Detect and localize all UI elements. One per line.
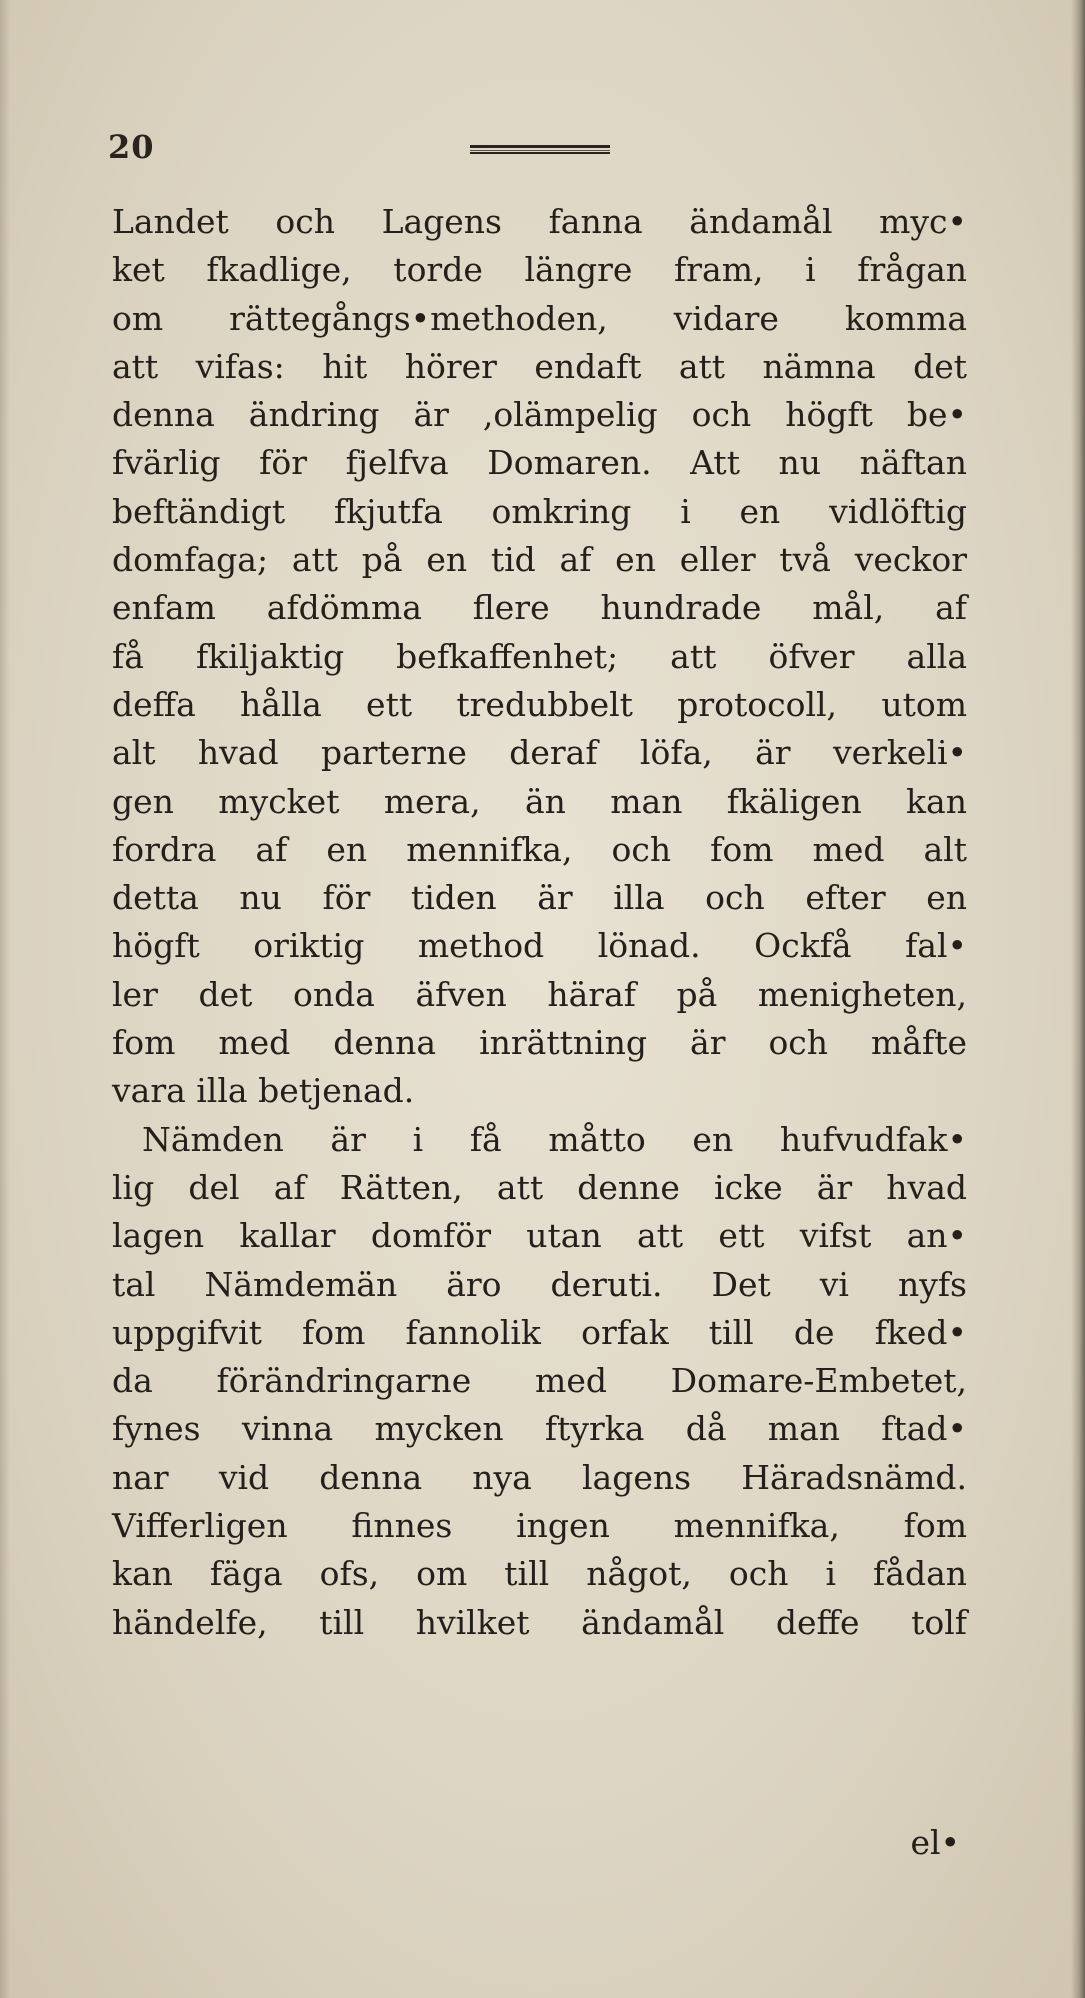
text-line: detta nu för tiden är illa och efter en bbox=[112, 878, 967, 918]
text-line-paragraph-end: vara illa betjenad. bbox=[112, 1071, 415, 1111]
text-line: fynes vinna mycken ftyrka då man ftad• bbox=[112, 1409, 967, 1449]
text-line: ler det onda äfven häraf på menigheten, bbox=[112, 974, 967, 1014]
catchword: el• bbox=[910, 1823, 960, 1862]
text-line: domfaga; att på en tid af en eller två veckor bbox=[112, 540, 967, 580]
page-gutter-shadow bbox=[1071, 0, 1085, 1998]
text-line: Landet och Lagens fanna ändamål myc• bbox=[112, 202, 967, 241]
text-line: lagen kallar domför utan att ett vifst an• bbox=[112, 1216, 967, 1256]
text-line: alt hvad parterne deraf löfa, är verkeli• bbox=[112, 733, 967, 773]
header-rule bbox=[470, 145, 610, 154]
text-line: tal Nämdemän äro deruti. Det vi nyfs bbox=[112, 1264, 967, 1304]
text-line-paragraph-start: Nämden är i få måtto en hufvudfak• bbox=[142, 1119, 967, 1159]
text-line: ket fkadlige, torde längre fram, i frågan bbox=[112, 250, 967, 290]
text-line: händelfe, till hvilket ändamål deffe tolf bbox=[112, 1602, 967, 1642]
page-number: 20 bbox=[108, 128, 155, 166]
text-line: få fkiljaktig befkaffenhet; att öfver alla bbox=[112, 636, 967, 676]
text-line: beftändigt fkjutfa omkring i en vidlöftig bbox=[112, 491, 967, 531]
text-line: lig del af Rätten, att denne icke är hvad bbox=[112, 1167, 967, 1207]
text-line: enfam afdömma flere hundrade mål, af bbox=[112, 588, 967, 628]
text-line: fordra af en mennifka, och fom med alt bbox=[112, 829, 967, 869]
page-left-edge bbox=[0, 0, 10, 1998]
text-line: da förändringarne med Domare-Embetet, bbox=[112, 1361, 967, 1401]
text-line: nar vid denna nya lagens Häradsnämd. bbox=[112, 1457, 967, 1497]
text-line: fvärlig för fjelfva Domaren. Att nu näftan bbox=[112, 443, 967, 483]
text-line: kan fäga ofs, om till något, och i fådan bbox=[112, 1554, 967, 1594]
text-line: om rättegångs•methoden, vidare komma bbox=[112, 298, 967, 338]
text-line: fom med denna inrättning är och måfte bbox=[112, 1023, 967, 1063]
text-line: högft oriktig method lönad. Ockfå fal• bbox=[112, 926, 967, 966]
body-text bbox=[112, 198, 967, 1647]
text-line: att vifas: hit hörer endaft att nämna det bbox=[112, 346, 967, 386]
text-line: denna ändring är ,olämpelig och högft be• bbox=[112, 395, 967, 435]
text-line: uppgifvit fom fannolik orfak till de fked• bbox=[112, 1312, 967, 1352]
text-line: gen mycket mera, än man fkäligen kan bbox=[112, 781, 967, 821]
text-line: Vifferligen finnes ingen mennifka, fom bbox=[112, 1506, 967, 1546]
text-line: deffa hålla ett tredubbelt protocoll, utom bbox=[112, 684, 967, 724]
